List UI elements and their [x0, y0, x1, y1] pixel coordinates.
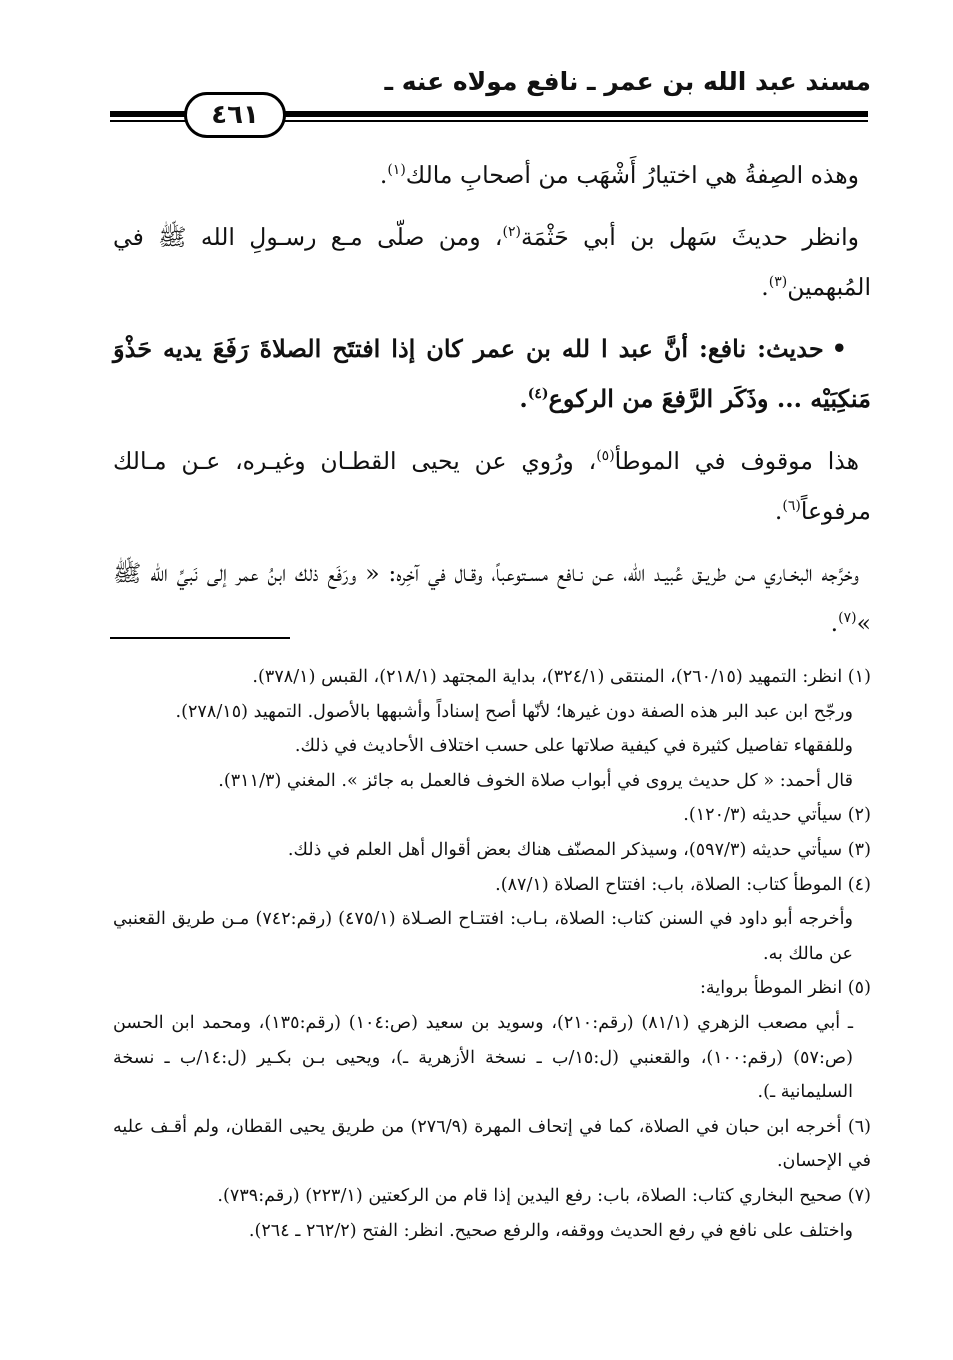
page-number-badge	[184, 92, 286, 138]
paragraph-text-2: ، ورُوي عن يحيى القطـان وغيـره، عـن مـالك مرفوعاً	[113, 447, 871, 525]
paragraph-text-2: ، ومن صلّى مـع رسـولِ الله ﷺ في المُبهمين	[113, 223, 871, 301]
paragraph-text: وخرَّجه البخـاري مـن طريـق عُبيـد الله، عـن نـافع مسـتوعباً، وقـال في آخِره: « ورَفَع ذلك ابنُ عمر إلى نَبيِّ الله ﷺ »	[113, 559, 871, 637]
paragraph-end: .	[774, 497, 783, 525]
paragraph-hadith	[113, 324, 871, 424]
paragraph-text: هذا موقوف في الموطأ	[614, 447, 859, 475]
footnote-5: (٥) انظر الموطأ برواية:	[699, 978, 871, 999]
footnote-1: (١) انظر: التمهيد (٢٦٠/١٥)، المنتقى (٣٢٤/١)، بداية المجتهد (٢١٨/١)، القبس (٣٧٨/١).	[252, 667, 871, 687]
paragraph-text: نافع: أنَّ عبد ا لله بن عمر كان إذا افتتَح الصلاةَ رَفَعَ يديه حَذْوَ مَنكِبَيْه ... وذَكَر الرَّفعَ من الركوع	[113, 334, 871, 413]
main-text	[113, 150, 871, 660]
paragraph-4	[113, 436, 871, 536]
footnote-6: (٦) أخرجه ابن حبان في الصلاة، كما في إتحاف المهرة (٢٧٦/٩) من طريق يحيى القطان، ولم أقـف عليه في الإحسان.	[113, 1116, 872, 1172]
paragraph-1	[113, 150, 871, 200]
paragraph-2	[113, 212, 871, 312]
footnote-ref: (٢)	[502, 224, 521, 241]
paragraph-end: .	[830, 609, 839, 637]
paragraph-text: وانظر حديثَ سَهل بن أبي حَثْمَة	[520, 223, 860, 251]
footnote-separator	[110, 637, 290, 639]
running-title: مسند عبد الله بن عمر ـ نافع مولاه عنه ـ	[384, 67, 871, 96]
footnote-4-cont: وأخرجه أبو داود في السنن كتاب: الصلاة، بـاب: افتتـاح الصـلاة (٤٧٥/١) (رقم:٧٤٢) مـن طريق القعنبي عن مالك به.	[113, 909, 853, 964]
footnote-ref: (٥)	[596, 448, 615, 465]
footnote-1-cont: وللفقهاء تفاصيل كثيرة في كيفية صلاتها على حسب اختلاف الأحاديث في ذلك.	[294, 736, 853, 757]
footnote-3: (٣) سيأتي حديثه (٥٩٧/٣)، وسيذكر المصنّف هناك بعض أقوال أهل العلم في ذلك.	[287, 839, 871, 860]
paragraph-end: .	[761, 273, 769, 301]
footnote-7-cont: واختلف على نافع في رفع الحديث ووقفه، والرفع صحيح. انظر: الفتح (٢٦٢/٢ ـ ٢٦٤).	[248, 1220, 853, 1241]
footnote-ref: (٧)	[838, 610, 857, 627]
footnote-ref: (٤)	[527, 386, 549, 402]
page-number: ٤٦١	[211, 100, 259, 130]
footnote-4: (٤) الموطأ كتاب: الصلاة، باب: افتتاح الصلاة (٨٧/١).	[495, 874, 871, 895]
paragraph-end: .	[379, 161, 388, 189]
bullet-icon: •	[831, 334, 847, 363]
footnote-ref: (٦)	[782, 498, 801, 515]
footnote-2: (٢) سيأتي حديثه (١٢٠/٣).	[683, 805, 871, 826]
footnote-1-cont: ورجّح ابن عبد البر هذه الصفة دون غيرها؛ لأنّها أصح إسناداً وأشبهها بالأصول. التمهيد (٢٧٨/١٥).	[175, 701, 853, 722]
paragraph-text: وهذه الصِفةُ هي اختيارُ أَشْهَب من أصحابِ مالك	[405, 161, 859, 189]
paragraph-5	[113, 548, 871, 648]
footnote-1-cont: قال أحمد: « كل حديث يروى في أبواب صلاة الخوف فالعمل به جائز ». المغني (٣١١/٣).	[218, 770, 853, 791]
footnotes	[113, 660, 871, 1248]
footnote-ref: (١)	[387, 162, 406, 179]
paragraph-end: .	[519, 384, 528, 413]
hadith-lead: حديث:	[757, 334, 824, 363]
footnote-ref: (٣)	[768, 274, 788, 291]
footnote-7: (٧) صحيح البخاري كتاب: الصلاة، باب: رفع اليدين إذا قام من الركعتين (٢٢٣/١) (رقم:٧٣٩).	[217, 1185, 871, 1206]
footnote-5-cont: ـ أبي مصعب الزهري (٨١/١) (رقم:٢١٠)، وسويد بن سعيد (ص:١٠٤) (رقم:١٣٥)، ومحمد ابن الحسن (ص:٥٧) (رقم:١٠٠)، والقعنبي (ل:١٥/ب ـ نسخة الأزهرية ـ)، ويحيى بـن بكـير (ل:١٤/ب ـ نسخة السليمانية ـ).	[113, 1012, 853, 1103]
